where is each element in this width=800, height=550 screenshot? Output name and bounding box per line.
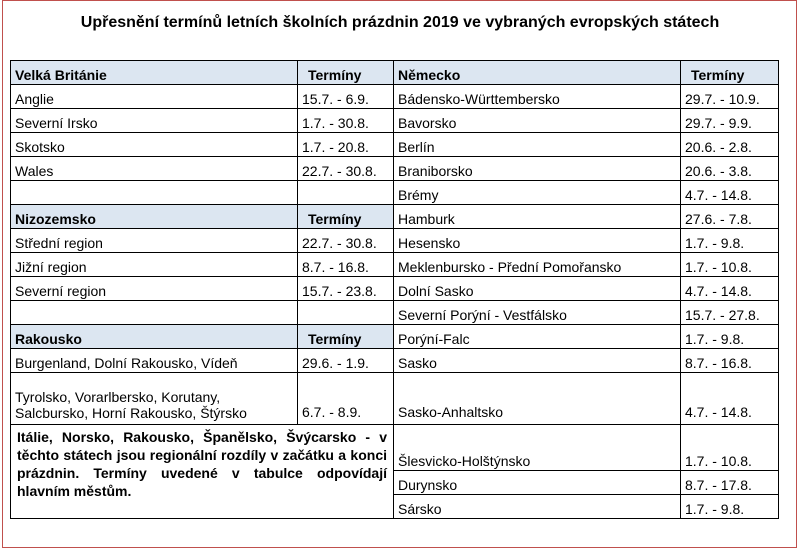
dates-cell: 1.7. - 9.8. [681, 495, 779, 519]
region-cell: Meklenbursko - Přední Pomořansko [394, 253, 681, 277]
region-cell: Wales [11, 157, 298, 181]
dates-cell: 1.7. - 9.8. [681, 325, 779, 349]
page-title: Upřesnění termínů letních školních prázdnin 2019 ve vybraných evropských státech [80, 14, 720, 31]
region-cell: Hesensko [394, 229, 681, 253]
table-row [11, 277, 779, 301]
region-cell: Severní region [11, 277, 298, 301]
gb-header: Velká Británie [11, 61, 298, 85]
dates-cell: 1.7. - 10.8. [681, 253, 779, 277]
region-cell: Brémy [394, 181, 681, 205]
region-cell: Durynsko [394, 471, 681, 495]
dates-cell: 1.7. - 10.8. [681, 425, 779, 471]
empty-cell [298, 181, 394, 205]
region-cell: Hamburk [394, 205, 681, 229]
region-cell: Sársko [394, 495, 681, 519]
dates-cell: 4.7. - 14.8. [681, 373, 779, 425]
dates-cell: 20.6. - 2.8. [681, 133, 779, 157]
region-cell: Sasko-Anhaltsko [394, 373, 681, 425]
empty-cell [298, 301, 394, 325]
table-row [11, 325, 779, 349]
dates-cell: 20.6. - 3.8. [681, 157, 779, 181]
table-row [11, 205, 779, 229]
table-row [11, 181, 779, 205]
de-header: Německo [394, 61, 681, 85]
dates-cell: 15.7. - 6.9. [298, 85, 394, 109]
table-row [11, 229, 779, 253]
table-row [11, 85, 779, 109]
table-row [11, 373, 779, 425]
dates-cell: 15.7. - 23.8. [298, 277, 394, 301]
region-cell: Bádensko-Württembersko [394, 85, 681, 109]
note-text: Itálie, Norsko, Rakousko, Španělsko, Švýcarsko - v těchto státech jsou regionální rozdíly v začátku a konci prázdnin. Termíny uvedené v tabulce odpovídají hlavním městům. [11, 425, 394, 519]
dates-cell: 29.7. - 9.9. [681, 109, 779, 133]
region-cell: Jižní region [11, 253, 298, 277]
region-cell: Střední region [11, 229, 298, 253]
dates-cell: 6.7. - 8.9. [298, 373, 394, 425]
region-cell: Burgenland, Dolní Rakousko, Vídeň [11, 349, 298, 373]
region-cell: Bavorsko [394, 109, 681, 133]
dates-cell: 4.7. - 14.8. [681, 181, 779, 205]
region-cell: Dolní Sasko [394, 277, 681, 301]
holiday-table [10, 60, 779, 519]
empty-cell [11, 181, 298, 205]
empty-cell [11, 301, 298, 325]
table-row [11, 349, 779, 373]
dates-cell: 29.7. - 10.9. [681, 85, 779, 109]
dates-cell: 22.7. - 30.8. [298, 229, 394, 253]
dates-cell: 1.7. - 9.8. [681, 229, 779, 253]
table-row [11, 253, 779, 277]
table-row [11, 109, 779, 133]
region-cell: Severní Irsko [11, 109, 298, 133]
nl-header: Nizozemsko [11, 205, 298, 229]
at-header: Rakousko [11, 325, 298, 349]
dates-cell: 4.7. - 14.8. [681, 277, 779, 301]
region-cell: Severní Porýní - Vestfálsko [394, 301, 681, 325]
dates-cell: 1.7. - 30.8. [298, 109, 394, 133]
dates-cell: 27.6. - 7.8. [681, 205, 779, 229]
gb-dates-header: Termíny [298, 61, 394, 85]
table-row [11, 157, 779, 181]
dates-cell: 22.7. - 30.8. [298, 157, 394, 181]
dates-cell: 8.7. - 17.8. [681, 471, 779, 495]
dates-cell: 8.7. - 16.8. [681, 349, 779, 373]
nl-dates-header: Termíny [298, 205, 394, 229]
region-cell: Skotsko [11, 133, 298, 157]
dates-cell: 1.7. - 20.8. [298, 133, 394, 157]
region-cell: Porýní-Falc [394, 325, 681, 349]
dates-cell: 29.6. - 1.9. [298, 349, 394, 373]
region-cell: Berlín [394, 133, 681, 157]
table-row [11, 301, 779, 325]
region-cell: Tyrolsko, Vorarlbersko, Korutany, Salcbursko, Horní Rakousko, Štýrsko [11, 373, 298, 425]
dates-cell: 8.7. - 16.8. [298, 253, 394, 277]
region-cell: Šlesvicko-Holštýnsko [394, 425, 681, 471]
region-cell: Braniborsko [394, 157, 681, 181]
region-cell: Anglie [11, 85, 298, 109]
table-row [11, 61, 779, 85]
table-row [11, 425, 779, 471]
table-row [11, 133, 779, 157]
de-dates-header: Termíny [681, 61, 779, 85]
dates-cell: 15.7. - 27.8. [681, 301, 779, 325]
region-cell: Sasko [394, 349, 681, 373]
at-dates-header: Termíny [298, 325, 394, 349]
